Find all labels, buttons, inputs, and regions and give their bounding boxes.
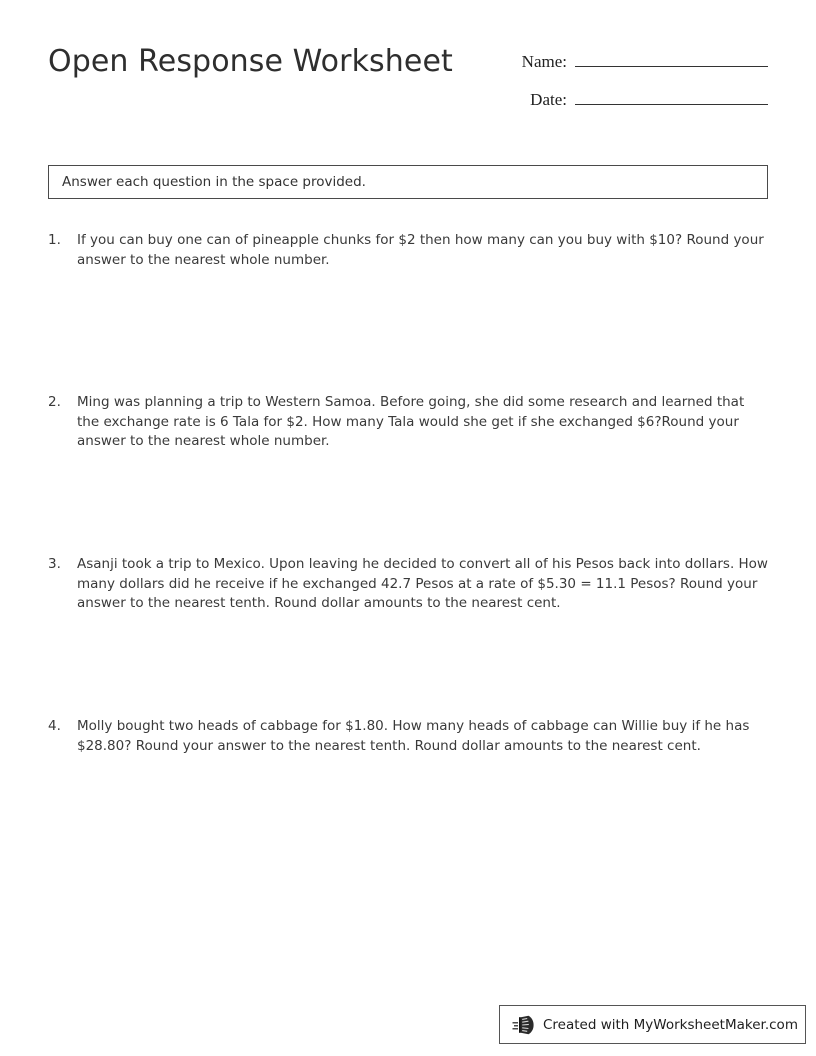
question-item (48, 231, 770, 393)
question-text: If you can buy one can of pineapple chunks for $2 then how many can you buy with $10? Round your answer to the nearest whole number. (77, 232, 764, 268)
question-item (48, 393, 770, 555)
question-number: 1. (48, 232, 61, 248)
question-number: 4. (48, 718, 61, 734)
instruction-text: Answer each question in the space provided. (62, 174, 366, 190)
question-number: 2. (48, 394, 61, 410)
question-text: Molly bought two heads of cabbage for $1.80. How many heads of cabbage can Willie buy if he has $28.80? Round your answer to the nearest tenth. Round dollar amounts to the nearest cent. (77, 718, 750, 754)
question-text: Ming was planning a trip to Western Samoa. Before going, she did some research and learned that the exchange rate is 6 Tala for $2. How many Tala would she get if she exchanged $6?Round your answer to the nearest whole number. (77, 394, 745, 449)
date-field-input[interactable] (575, 87, 768, 105)
name-field-row (510, 49, 768, 87)
question-text: Asanji took a trip to Mexico. Upon leaving he decided to convert all of his Pesos back into dollars. How many dollars did he receive if he exchanged 42.7 Pesos at a rate of $5.30 = 11.1 Pesos? Round your answer to the nearest tenth. Round dollar amounts to the nearest cent. (77, 556, 768, 611)
questions-list (48, 231, 770, 879)
instruction-box (48, 165, 768, 199)
name-field-input[interactable] (575, 49, 768, 67)
question-item (48, 555, 770, 717)
date-field-label: Date: (530, 90, 567, 109)
page-title: Open Response Worksheet (48, 44, 453, 79)
worksheet-maker-logo-icon (512, 1013, 536, 1037)
question-item (48, 717, 770, 879)
name-date-block (510, 49, 768, 125)
created-with-label: Created with MyWorksheetMaker.com (543, 1016, 798, 1033)
question-number: 3. (48, 556, 61, 572)
created-with-badge[interactable] (499, 1005, 806, 1044)
worksheet-header (48, 44, 768, 124)
date-field-row (510, 87, 768, 125)
name-field-label: Name: (521, 52, 567, 71)
